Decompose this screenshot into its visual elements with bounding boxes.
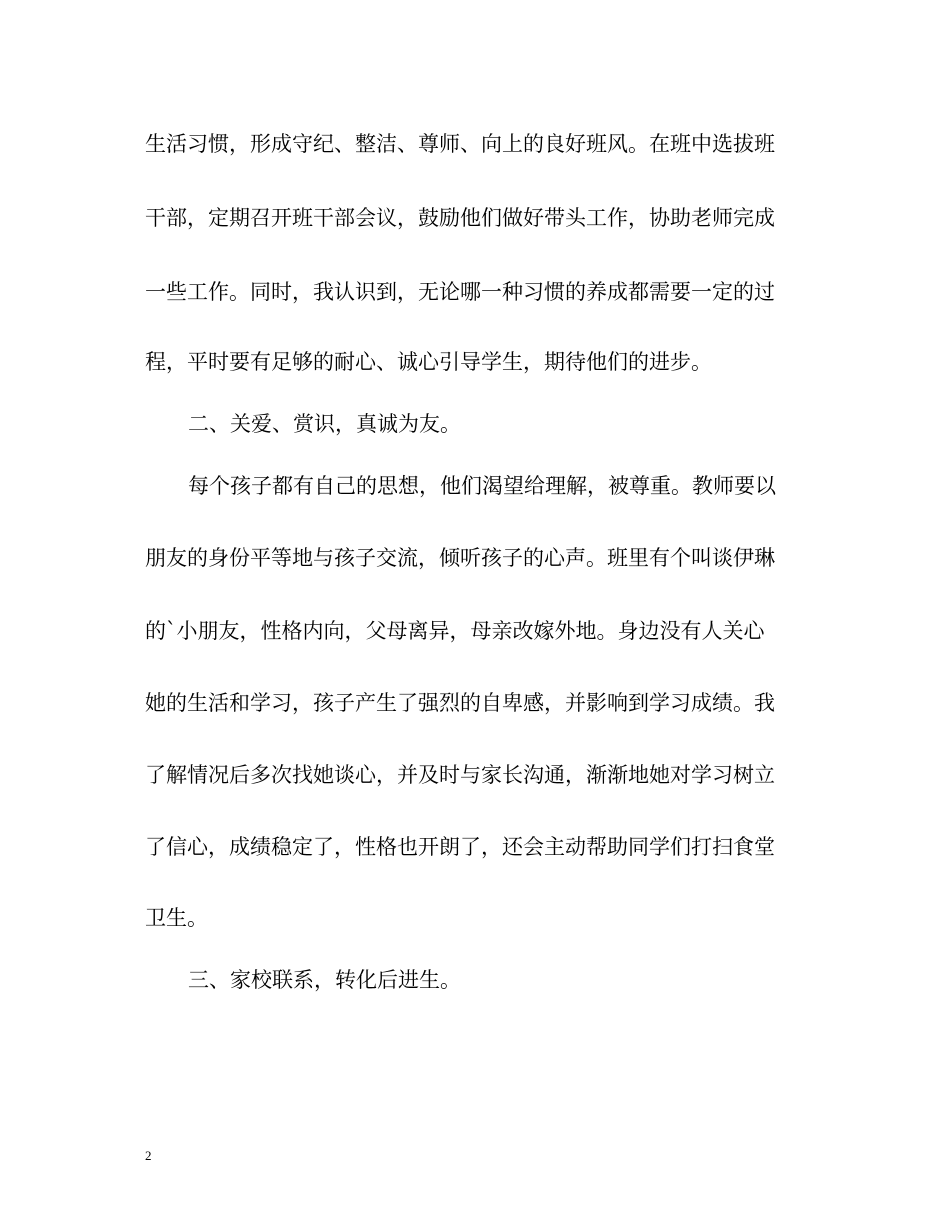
body-text-line: 干部，定期召开班干部会议，鼓励他们做好带头工作，协助老师完成 xyxy=(145,206,775,230)
section-heading: 二、关爱、赏识，真诚为友。 xyxy=(188,412,461,436)
body-text-line: 卫生。 xyxy=(145,906,208,930)
body-text-line: 她的生活和学习，孩子产生了强烈的自卑感，并影响到学习成绩。我 xyxy=(145,691,775,715)
body-text-line: 每个孩子都有自己的思想，他们渴望给理解，被尊重。教师要以 xyxy=(188,474,776,498)
section-heading: 三、家校联系，转化后进生。 xyxy=(188,968,461,992)
body-text-line: 的`小朋友，性格内向，父母离异，母亲改嫁外地。身边没有人关心 xyxy=(145,619,765,643)
body-text-line: 程，平时要有足够的耐心、诚心引导学生，期待他们的进步。 xyxy=(145,350,712,374)
page-number: 2 xyxy=(145,1148,152,1163)
body-text-line: 了信心，成绩稳定了，性格也开朗了，还会主动帮助同学们打扫食堂 xyxy=(145,835,775,859)
body-text-line: 了解情况后多次找她谈心，并及时与家长沟通，渐渐地她对学习树立 xyxy=(145,763,775,787)
body-text-line: 一些工作。同时，我认识到，无论哪一种习惯的养成都需要一定的过 xyxy=(145,280,775,304)
body-text-line: 朋友的身份平等地与孩子交流，倾听孩子的心声。班里有个叫谈伊琳 xyxy=(145,546,775,570)
body-text-line: 生活习惯，形成守纪、整洁、尊师、向上的良好班风。在班中选拔班 xyxy=(145,132,775,156)
